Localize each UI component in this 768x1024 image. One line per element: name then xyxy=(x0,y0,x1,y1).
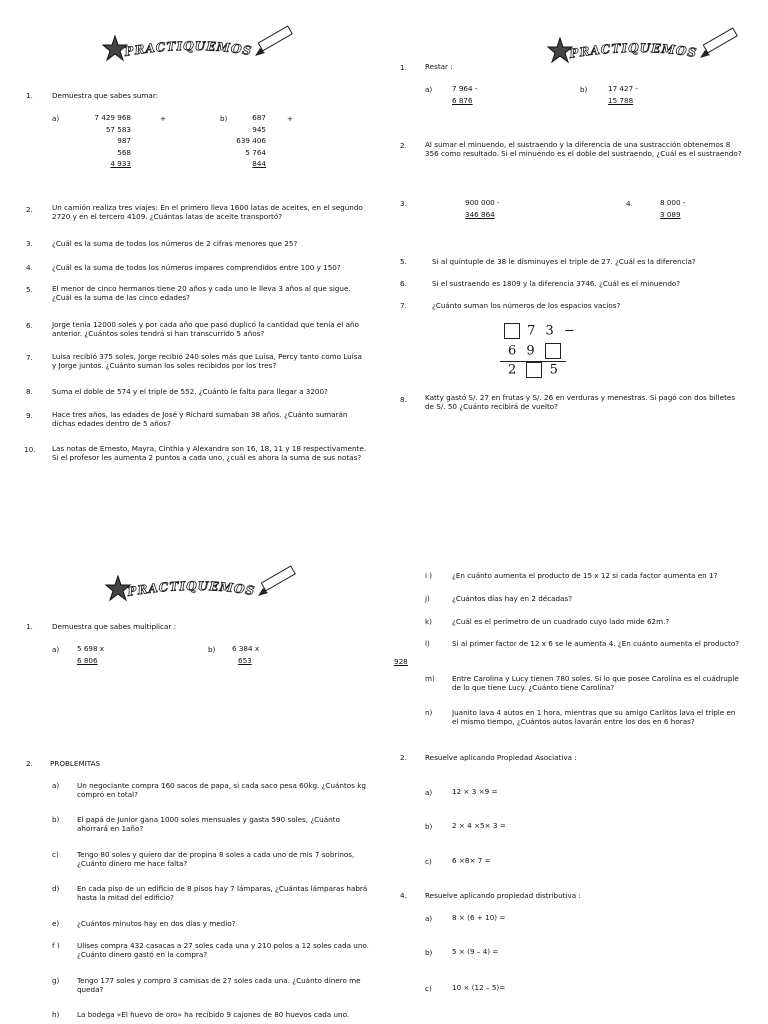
practiquemos-logo xyxy=(95,26,295,72)
item-label: j) xyxy=(425,594,430,603)
question-number: 5. xyxy=(400,257,407,266)
item-text: Ulises compra 432 casacas a 27 soles cada una y 210 polos a 12 soles cada uno. ¿Cuánto dinero gastó en la compra? xyxy=(77,941,369,959)
item-label: c) xyxy=(52,850,59,859)
addend: 5 764 xyxy=(245,148,266,157)
question-number: 3. xyxy=(400,199,407,208)
question-number: 8. xyxy=(26,387,33,396)
question-text: Si el sustraendo es 1809 y la diferencia 3746. ¿Cuál es el minuendo? xyxy=(432,279,681,288)
minuend: 8 000 - xyxy=(660,198,686,207)
star-icon xyxy=(548,38,572,62)
addend: 639 406 xyxy=(236,136,266,145)
question-text: Demuestra que sabes multiplicar : xyxy=(52,622,177,631)
question-number: 5. xyxy=(26,285,33,294)
item-label: d) xyxy=(52,884,60,893)
item-label: c) xyxy=(425,857,432,866)
subtrahend: 346 864 xyxy=(465,210,495,219)
subtrahend: 15 788 xyxy=(608,96,634,105)
star-icon xyxy=(106,576,130,600)
item-label: b) xyxy=(52,815,60,824)
question-text: Las notas de Ernesto, Mayra, Cinthia y Alexandra son 16, 18, 11 y 18 respectivamente. Si el profesor les aumenta 2 puntos a cada uno, ¿cuál es ahora la suma de sus notas? xyxy=(52,444,367,462)
question-text: ¿Cuánto suman los números de los espacios vacíos? xyxy=(432,301,621,310)
item-label: e) xyxy=(52,919,60,928)
item-text: Tengo 80 soles y quiero dar de propina 8 soles a cada uno de mis 7 sobrinos, ¿Cuánto dinero me hace falta? xyxy=(77,850,355,868)
star-icon xyxy=(103,36,127,60)
side-number: 928 xyxy=(394,657,408,666)
blank-box[interactable] xyxy=(545,343,561,359)
question-text: Un camión realiza tres viajes: En el primero lleva 1600 latas de aceites, en el segundo 2720 y en el tercero 4109. ¿Cuántas latas de aceite transportó? xyxy=(52,203,363,221)
expression: 12 × 3 ×9 = xyxy=(452,787,498,796)
item-label: b) xyxy=(220,114,228,123)
multiplicand: 6 384 x xyxy=(232,644,260,653)
question-text: Hace tres años, las edades de José y Richard sumaban 38 años. ¿Cuánto sumarán dichas edades dentro de 5 años? xyxy=(52,410,348,428)
question-text: Luisa recibió 375 soles, Jorge recibió 240 soles más que Luisa, Percy tanto como Luisa y Jorge juntos. ¿Cuánto suman los soles recibidos por los tres? xyxy=(52,352,362,370)
item-text: La bodega «El huevo de oro» ha recibido 9 cajones de 80 huevos cada uno. xyxy=(77,1010,350,1019)
item-label: b) xyxy=(580,85,588,94)
item-label: i ) xyxy=(425,571,433,580)
question-text: El menor de cinco hermanos tiene 20 años y cada uno le lleva 3 años al que sigue. ¿Cuál es la suma de las cinco edades? xyxy=(52,284,351,302)
item-text: ¿Cuántos días hay en 2 décadas? xyxy=(452,594,573,603)
question-number: 2. xyxy=(26,759,33,768)
practiquemos-logo xyxy=(540,28,740,74)
section-title: PROBLEMITAS xyxy=(50,759,101,768)
blank-box[interactable] xyxy=(526,362,542,378)
puzzle-row-1: 7 3 − xyxy=(504,323,578,340)
svg-text:PRACTIQUEMOS: PRACTIQUEMOS xyxy=(126,578,257,599)
item-label: a) xyxy=(425,914,433,923)
item-label: a) xyxy=(52,114,60,123)
item-label: a) xyxy=(425,85,433,94)
item-label: m) xyxy=(425,674,435,683)
question-text: ¿Cuál es la suma de todos los números impares comprendidos entre 100 y 150? xyxy=(52,263,341,272)
question-number: 2. xyxy=(400,753,407,762)
item-text: En cada piso de un edificio de 8 pisos hay 7 lámparas, ¿Cuántas lámparas habrá hasta la mitad del edificio? xyxy=(77,884,368,902)
puzzle-row-3: 2 5 xyxy=(508,362,561,378)
expression: 8 × (6 + 10) = xyxy=(452,913,506,922)
minuend: 7 964 - xyxy=(452,84,478,93)
addend: 57 583 xyxy=(105,125,131,134)
item-label: h) xyxy=(52,1010,60,1019)
expression: 10 × (12 – 5)= xyxy=(452,983,506,992)
question-number: 1. xyxy=(26,622,33,631)
expression: 5 × (9 – 4) = xyxy=(452,947,499,956)
puzzle-row-2: 6 9 xyxy=(508,343,561,360)
minuend: 17 427 - xyxy=(608,84,639,93)
item-label: b) xyxy=(425,948,433,957)
question-text: Al sumar el minuendo, el sustraendo y la diferencia de una sustracción obtenemos 8 356 como resultado. Si el minuendo es el doble del sustraendo, ¿Cuál es el sustraendo? xyxy=(425,140,742,158)
item-label: n) xyxy=(425,708,433,717)
question-text: Suma el doble de 574 y el triple de 552. ¿Cuánto le falta para llegar a 3200? xyxy=(52,387,328,396)
pencil-icon xyxy=(700,28,737,58)
question-text: Demuestra que sabes sumar: xyxy=(52,91,159,100)
addend: 4 933 xyxy=(110,159,131,168)
item-text: El papá de Junior gana 1000 soles mensuales y gasta 590 soles, ¿Cuánto ahorrará en 1año? xyxy=(77,815,340,833)
item-text: Entre Carolina y Lucy tienen 780 soles. Si lo que posee Carolina es el cuádruple de lo que tiene Lucy. ¿Cuánto tiene Carolina? xyxy=(452,674,739,692)
item-label: f ) xyxy=(52,941,60,950)
question-number: 6. xyxy=(26,321,33,330)
subtrahend: 6 876 xyxy=(452,96,473,105)
addend: 987 xyxy=(117,136,131,145)
addend: 7 429 968 xyxy=(94,113,131,122)
item-label: a) xyxy=(425,788,433,797)
question-text: Katty gastó S/. 27 en frutas y S/. 26 en verduras y menestras. Si pagó con dos billetes de S/. 50 ¿Cuánto recibirá de vuelto? xyxy=(425,393,736,411)
item-label: l) xyxy=(425,639,430,648)
item-label: b) xyxy=(208,645,216,654)
item-text: Un negociante compra 160 sacos de papa, si cada saco pesa 60kg. ¿Cuántos kg compró en total? xyxy=(77,781,366,799)
question-number: 4. xyxy=(400,891,407,900)
plus-sign: + xyxy=(160,114,167,123)
minuend: 900 000 - xyxy=(465,198,500,207)
question-number: 1. xyxy=(400,63,407,72)
blank-box[interactable] xyxy=(504,323,520,339)
multiplicand: 5 698 x xyxy=(77,644,105,653)
question-number: 10. xyxy=(24,445,36,454)
subtrahend: 3 089 xyxy=(660,210,681,219)
question-number: 3. xyxy=(26,239,33,248)
question-number: 4. xyxy=(626,199,633,208)
svg-text:PRACTIQUEMOS: PRACTIQUEMOS xyxy=(568,40,699,61)
multiplier: 6 806 xyxy=(77,656,98,665)
item-label: c) xyxy=(425,984,432,993)
addend: 687 xyxy=(252,113,266,122)
item-text: ¿Cuál es el perímetro de un cuadrado cuyo lado mide 62m.? xyxy=(452,617,670,626)
question-number: 2. xyxy=(26,205,33,214)
question-number: 4. xyxy=(26,263,33,272)
question-text: Resuelve aplicando Propiedad Asociativa : xyxy=(425,753,577,762)
item-label: a) xyxy=(52,781,60,790)
question-number: 2. xyxy=(400,141,407,150)
addend: 844 xyxy=(252,159,266,168)
item-label: g) xyxy=(52,976,60,985)
item-text: ¿Cuántos minutos hay en dos días y medio? xyxy=(77,919,236,928)
question-text: Si al quíntuple de 38 le disminuyes el triple de 27. ¿Cuál es la diferencia? xyxy=(432,257,696,266)
item-text: Juanito lava 4 autos en 1 hora, mientras que su amigo Carlitos lava el triple en el mismo tiempo, ¿Cuántos autos lavarán entre los dos en 6 horas? xyxy=(452,708,736,726)
question-number: 7. xyxy=(26,353,33,362)
question-text: Resuelve aplicando propiedad distributiva : xyxy=(425,891,581,900)
question-number: 9. xyxy=(26,411,33,420)
question-text: Restar : xyxy=(425,62,453,71)
question-text: Jorge tenía 12000 soles y por cada año que pasó duplicó la cantidad que tenía el año anterior. ¿Cuántos soles tendrá si han transcurrido 5 años? xyxy=(52,320,359,338)
item-label: k) xyxy=(425,617,432,626)
question-number: 1. xyxy=(26,91,33,100)
practiquemos-logo xyxy=(98,566,298,612)
addend: 568 xyxy=(117,148,131,157)
item-label: b) xyxy=(425,822,433,831)
expression: 6 ×8× 7 = xyxy=(452,856,491,865)
pencil-icon xyxy=(255,26,292,56)
question-number: 8. xyxy=(400,395,407,404)
addend: 945 xyxy=(252,125,266,134)
plus-sign: + xyxy=(287,114,294,123)
item-label: a) xyxy=(52,645,60,654)
expression: 2 × 4 ×5× 3 = xyxy=(452,821,506,830)
logo-word: PRACTIQUEMOS xyxy=(123,38,254,59)
question-number: 6. xyxy=(400,279,407,288)
pencil-icon xyxy=(258,566,295,596)
multiplier: 653 xyxy=(238,656,252,665)
question-text: ¿Cuál es la suma de todos los números de 2 cifras menores que 25? xyxy=(52,239,298,248)
item-text: ¿En cuánto aumenta el producto de 15 x 12 si cada factor aumenta en 1? xyxy=(452,571,718,580)
question-number: 7. xyxy=(400,301,407,310)
item-text: Si al primer factor de 12 x 6 se le aumenta 4. ¿En cuánto aumenta el producto? xyxy=(452,639,740,648)
item-text: Tengo 177 soles y compro 3 camisas de 27 soles cada una. ¿Cuánto dinero me queda? xyxy=(77,976,361,994)
